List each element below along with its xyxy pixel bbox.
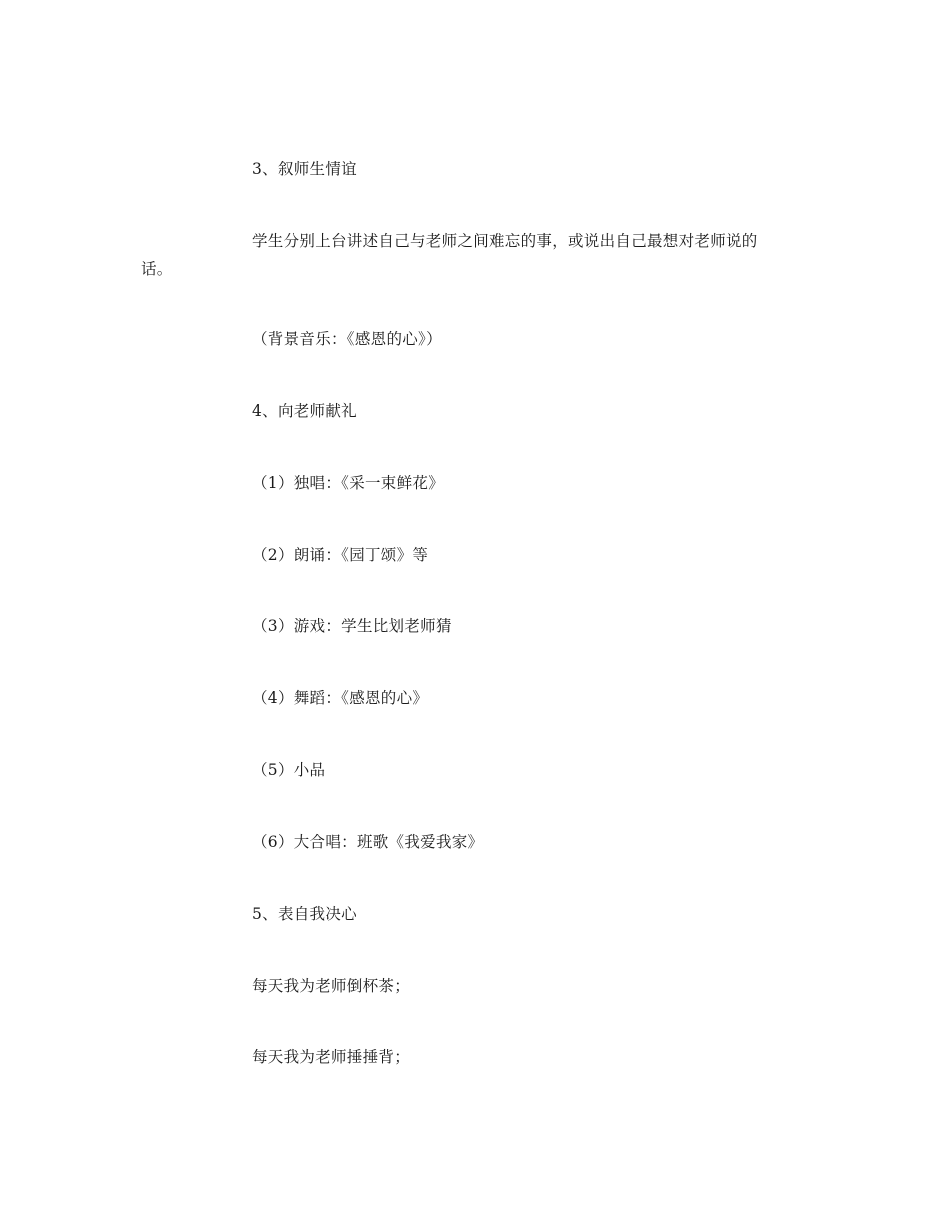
pledge-line: 每天我为老师捶捶背； bbox=[252, 1048, 411, 1066]
section-3-heading: 3、叙师生情谊 bbox=[252, 160, 357, 178]
list-item: （4）舞蹈：《感恩的心》 bbox=[252, 689, 429, 707]
section-4-heading: 4、向老师献礼 bbox=[252, 402, 357, 420]
background-music-note: （背景音乐：《感恩的心》） bbox=[252, 330, 442, 348]
list-item: （1）独唱：《采一束鲜花》 bbox=[252, 474, 445, 492]
list-item: （2）朗诵：《园丁颂》等 bbox=[252, 546, 429, 564]
list-item: （5）小品 bbox=[252, 761, 326, 779]
section-5-heading: 5、表自我决心 bbox=[252, 905, 357, 923]
list-item: （6）大合唱：班歌《我爱我家》 bbox=[252, 833, 484, 851]
section-3-paragraph-line-1: 学生分别上台讲述自己与老师之间难忘的事，或说出自己最想对老师说的 bbox=[252, 232, 758, 250]
list-item: （3）游戏：学生比划老师猜 bbox=[252, 617, 452, 635]
pledge-line: 每天我为老师倒杯茶； bbox=[252, 977, 411, 995]
section-3-paragraph-line-2: 话。 bbox=[141, 260, 173, 278]
